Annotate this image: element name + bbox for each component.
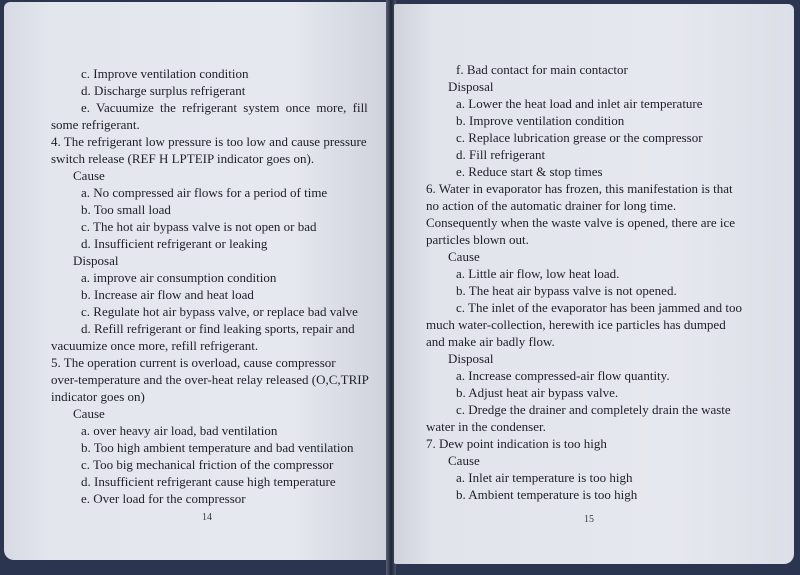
right-page — [394, 4, 794, 564]
text-line: c. Replace lubrication grease or the compressor — [456, 130, 703, 145]
text-line: much water-collection, herewith ice particles has dumped — [426, 317, 726, 332]
section-heading: Cause — [448, 249, 480, 264]
text-line: e. Vacuumize the refrigerant system once more, fill — [81, 100, 368, 115]
text-line: d. Discharge surplus refrigerant — [81, 83, 246, 98]
page-number: 15 — [584, 514, 594, 525]
text-line: over-temperature and the over-heat relay released (O,C,TRIP — [51, 372, 369, 387]
text-line: c. Improve ventilation condition — [81, 66, 249, 81]
text-line: 4. The refrigerant low pressure is too low and cause pressure — [51, 134, 367, 149]
left-page-text — [51, 65, 369, 507]
right-page-text — [426, 61, 744, 503]
text-line: c. Regulate hot air bypass valve, or replace bad valve — [81, 304, 358, 319]
text-line: and make air badly flow. — [426, 334, 555, 349]
text-line: d. Insufficient refrigerant or leaking — [81, 236, 268, 251]
section-heading: Cause — [448, 453, 480, 468]
text-line: a. Inlet air temperature is too high — [456, 470, 633, 485]
text-line: d. Fill refrigerant — [456, 147, 546, 162]
text-line: indicator goes on) — [51, 389, 145, 404]
text-line: switch release (REF H LPTEIP indicator goes on). — [51, 151, 315, 166]
left-page — [4, 2, 388, 560]
text-line: c. Dredge the drainer and completely drain the waste — [456, 402, 731, 417]
section-heading: Disposal — [448, 79, 494, 94]
text-line: b. The heat air bypass valve is not opened. — [456, 283, 677, 298]
section-heading: Disposal — [448, 351, 494, 366]
section-heading: Cause — [73, 168, 105, 183]
text-line: vacuumize once more, refill refrigerant. — [51, 338, 259, 353]
text-line: c. The inlet of the evaporator has been jammed and too — [456, 300, 743, 315]
text-line: a. Little air flow, low heat load. — [456, 266, 620, 281]
text-line: no action of the automatic drainer for long time. — [426, 198, 677, 213]
text-line: a. over heavy air load, bad ventilation — [81, 423, 278, 438]
text-line: b. Adjust heat air bypass valve. — [456, 385, 619, 400]
text-line: Consequently when the waste valve is opened, there are ice — [426, 215, 735, 230]
text-line: e. Over load for the compressor — [81, 491, 246, 506]
section-heading: Cause — [73, 406, 105, 421]
text-line: b. Increase air flow and heat load — [81, 287, 254, 302]
text-line: a. Lower the heat load and inlet air temperature — [456, 96, 703, 111]
text-line: water in the condenser. — [426, 419, 546, 434]
text-line: c. The hot air bypass valve is not open or bad — [81, 219, 317, 234]
text-line: particles blown out. — [426, 232, 529, 247]
text-line: some refrigerant. — [51, 117, 140, 132]
text-line: d. Insufficient refrigerant cause high temperature — [81, 474, 336, 489]
text-line: 5. The operation current is overload, cause compressor — [51, 355, 336, 370]
text-line: a. improve air consumption condition — [81, 270, 277, 285]
text-line: a. No compressed air flows for a period of time — [81, 185, 328, 200]
text-line: 6. Water in evaporator has frozen, this manifestation is that — [426, 181, 733, 196]
section-heading: Disposal — [73, 253, 119, 268]
text-line: f. Bad contact for main contactor — [456, 62, 628, 77]
text-line: a. Increase compressed-air flow quantity. — [456, 368, 670, 383]
text-line: e. Reduce start & stop times — [456, 164, 603, 179]
text-line: 7. Dew point indication is too high — [426, 436, 607, 451]
page-number: 14 — [202, 512, 212, 523]
text-line: d. Refill refrigerant or find leaking sports, repair and — [81, 321, 355, 336]
text-line: b. Ambient temperature is too high — [456, 487, 638, 502]
text-line: c. Too big mechanical friction of the compressor — [81, 457, 334, 472]
text-line: b. Improve ventilation condition — [456, 113, 625, 128]
text-line: b. Too high ambient temperature and bad ventilation — [81, 440, 354, 455]
text-line: b. Too small load — [81, 202, 171, 217]
